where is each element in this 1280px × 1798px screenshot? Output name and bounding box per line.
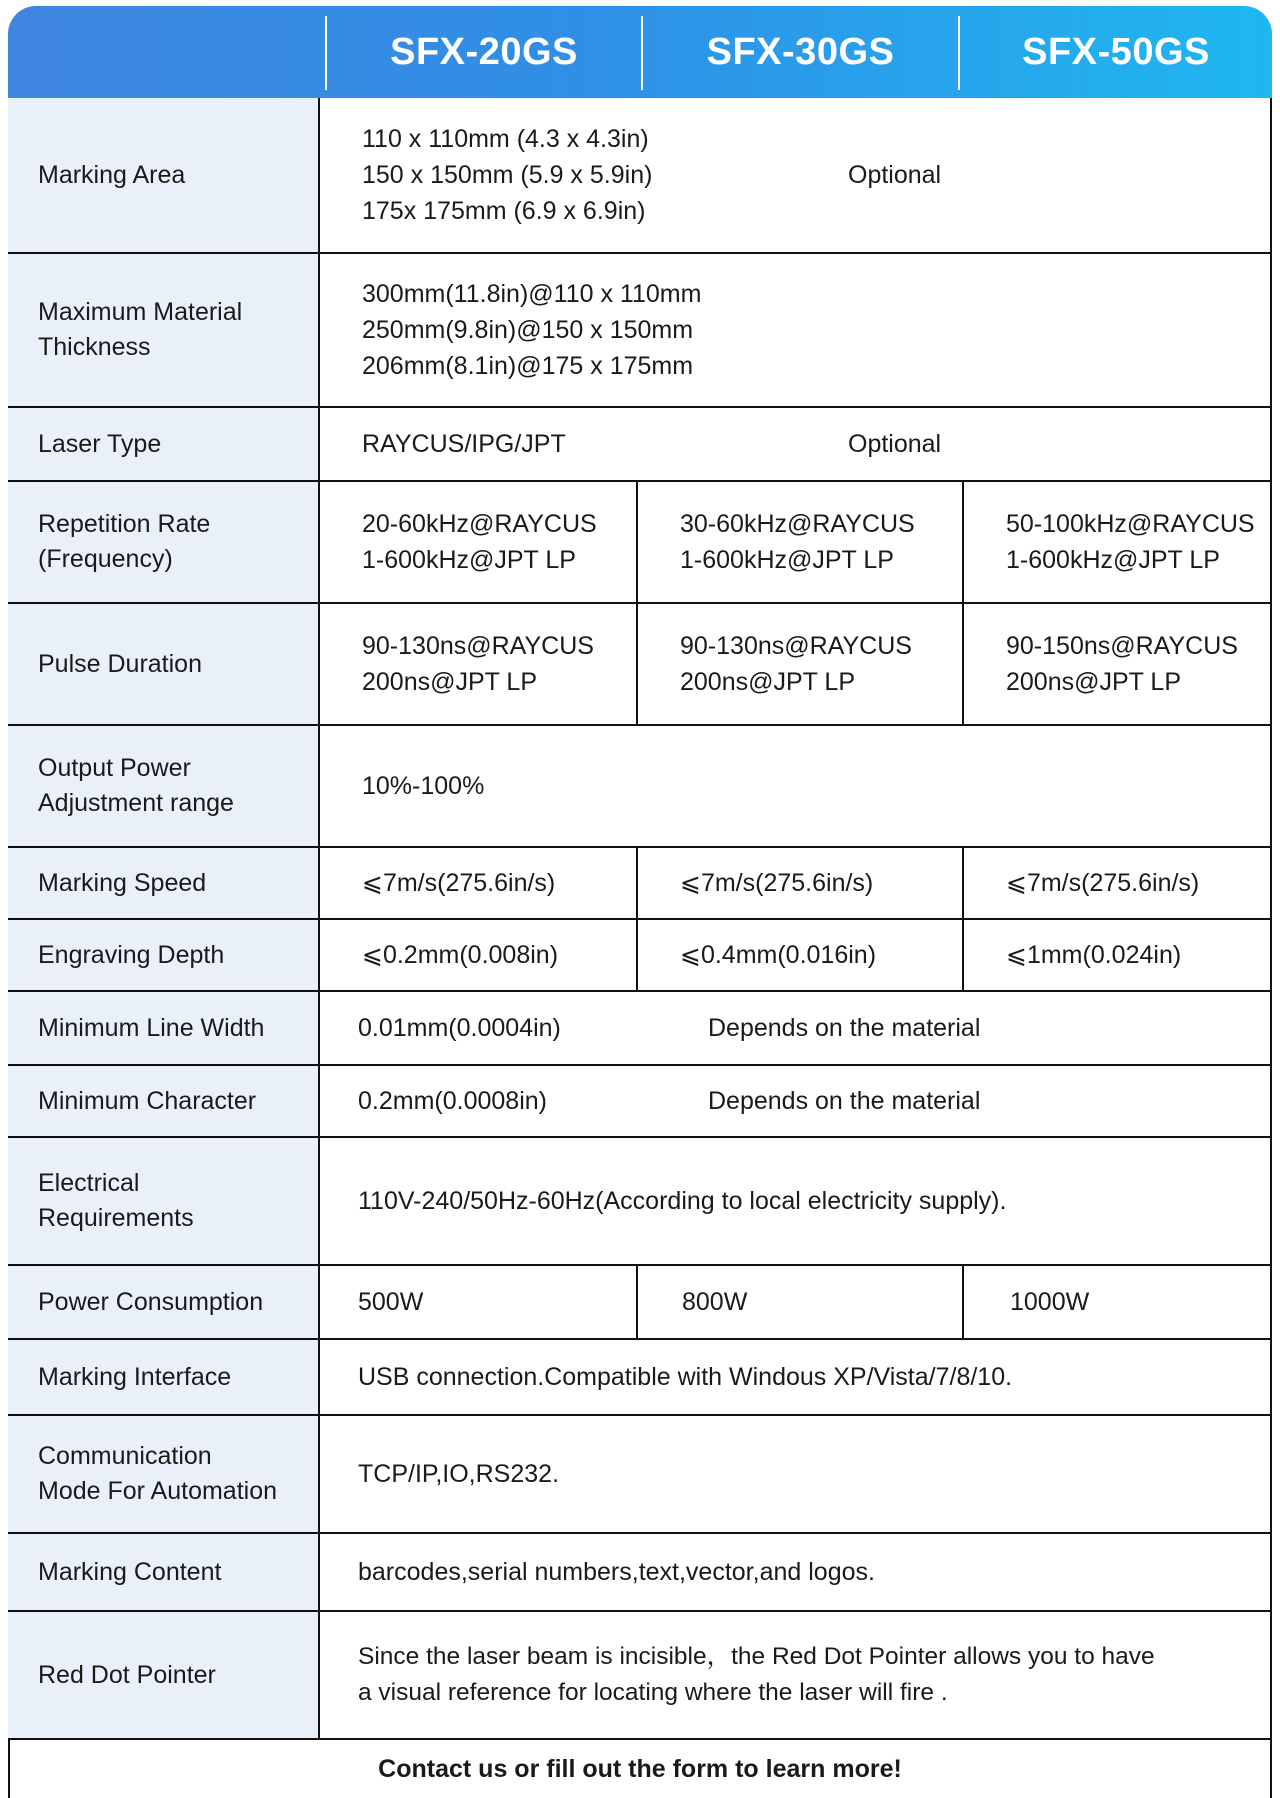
model-header-sfx-20gs: SFX-20GS [390,30,578,73]
row-label: Pulse Duration [8,604,320,724]
table-row [8,1066,1272,1136]
table-row [8,1266,1272,1338]
table-cell: Depends on the material [708,1014,981,1042]
table-row [8,254,1272,406]
table-row [8,98,1272,252]
row-label: Marking Content [8,1534,320,1610]
table-cell: 110 x 110mm (4.3 x 4.3in) 150 x 150mm (5.9 x 5.9in) 175x 175mm (6.9 x 6.9in) [362,125,653,225]
table-cell: 90-150ns@RAYCUS 200ns@JPT LP [962,604,1272,724]
row-label: Red Dot Pointer [8,1612,320,1738]
table-cell: 0.2mm(0.0008in) [358,1087,547,1115]
table-cell: 30-60kHz@RAYCUS 1-600kHz@JPT LP [636,482,962,602]
row-label: Marking Speed [8,848,320,918]
table-cell: barcodes,serial numbers,text,vector,and logos. [358,1558,875,1586]
table-cell: Depends on the material [708,1087,981,1115]
table-row [8,992,1272,1064]
row-label: Power Consumption [8,1266,320,1338]
table-row [8,1534,1272,1610]
table-cell: ⩽0.4mm(0.016in) [636,920,962,990]
row-label: Communication Mode For Automation [8,1416,320,1532]
model-header-sfx-50gs: SFX-50GS [1022,30,1210,73]
table-cell: 20-60kHz@RAYCUS 1-600kHz@JPT LP [362,510,597,574]
table-cell: ⩽7m/s(275.6in/s) [636,848,962,918]
table-row [8,408,1272,480]
table-row [8,726,1272,846]
contact-cta: Contact us or fill out the form to learn more! [378,1754,902,1783]
table-cell: ⩽1mm(0.024in) [962,920,1272,990]
table-cell: 90-130ns@RAYCUS 200ns@JPT LP [636,604,962,724]
row-label: Engraving Depth [8,920,320,990]
table-row [8,1340,1272,1414]
table-cell: Optional [848,161,942,189]
spec-sheet [8,6,1272,1798]
table-header [8,6,1272,98]
table-cell: USB connection.Compatible with Windous XP/Vista/7/8/10. [358,1363,1013,1391]
table-cell: Since the laser beam is incisible，the Red Dot Pointer allows you to have a visual reference for locating where the laser will fire . [358,1643,1155,1706]
table-cell: RAYCUS/IPG/JPT [362,430,566,458]
table-row [8,1138,1272,1264]
table-cell: 500W [358,1288,424,1316]
row-label: Marking Interface [8,1340,320,1414]
row-label: Minimum Line Width [8,992,320,1064]
row-label: Electrical Requirements [8,1138,320,1264]
table-cell: 0.01mm(0.0004in) [358,1014,561,1042]
table-cell: 300mm(11.8in)@110 x 110mm 250mm(9.8in)@150 x 150mm 206mm(8.1in)@175 x 175mm [362,280,702,380]
table-cell: 110V-240/50Hz-60Hz(According to local electricity supply). [358,1187,1007,1215]
table-row [8,920,1272,990]
model-header-sfx-30gs: SFX-30GS [706,30,895,73]
table-row [8,482,1272,602]
row-label: Minimum Character [8,1066,320,1136]
table-cell: 800W [636,1266,962,1338]
row-label: Marking Area [8,98,320,252]
table-cell: ⩽7m/s(275.6in/s) [362,869,556,897]
row-label: Output Power Adjustment range [8,726,320,846]
table-row [8,1416,1272,1532]
table-row [8,604,1272,724]
row-label: Repetition Rate (Frequency) [8,482,320,602]
table-cell: ⩽7m/s(275.6in/s) [962,848,1272,918]
table-cell: 1000W [962,1266,1272,1338]
table-cell: 90-130ns@RAYCUS 200ns@JPT LP [362,632,594,696]
table-cell: ⩽0.2mm(0.008in) [362,941,559,969]
table-row [8,848,1272,918]
table-cell: 50-100kHz@RAYCUS 1-600kHz@JPT LP [962,482,1272,602]
row-label: Laser Type [8,408,320,480]
table-cell: 10%-100% [362,772,485,800]
table-row [8,1612,1272,1738]
row-label: Maximum Material Thickness [8,254,320,406]
table-cell: Optional [848,430,942,458]
table-cell: TCP/IP,IO,RS232. [358,1460,560,1488]
